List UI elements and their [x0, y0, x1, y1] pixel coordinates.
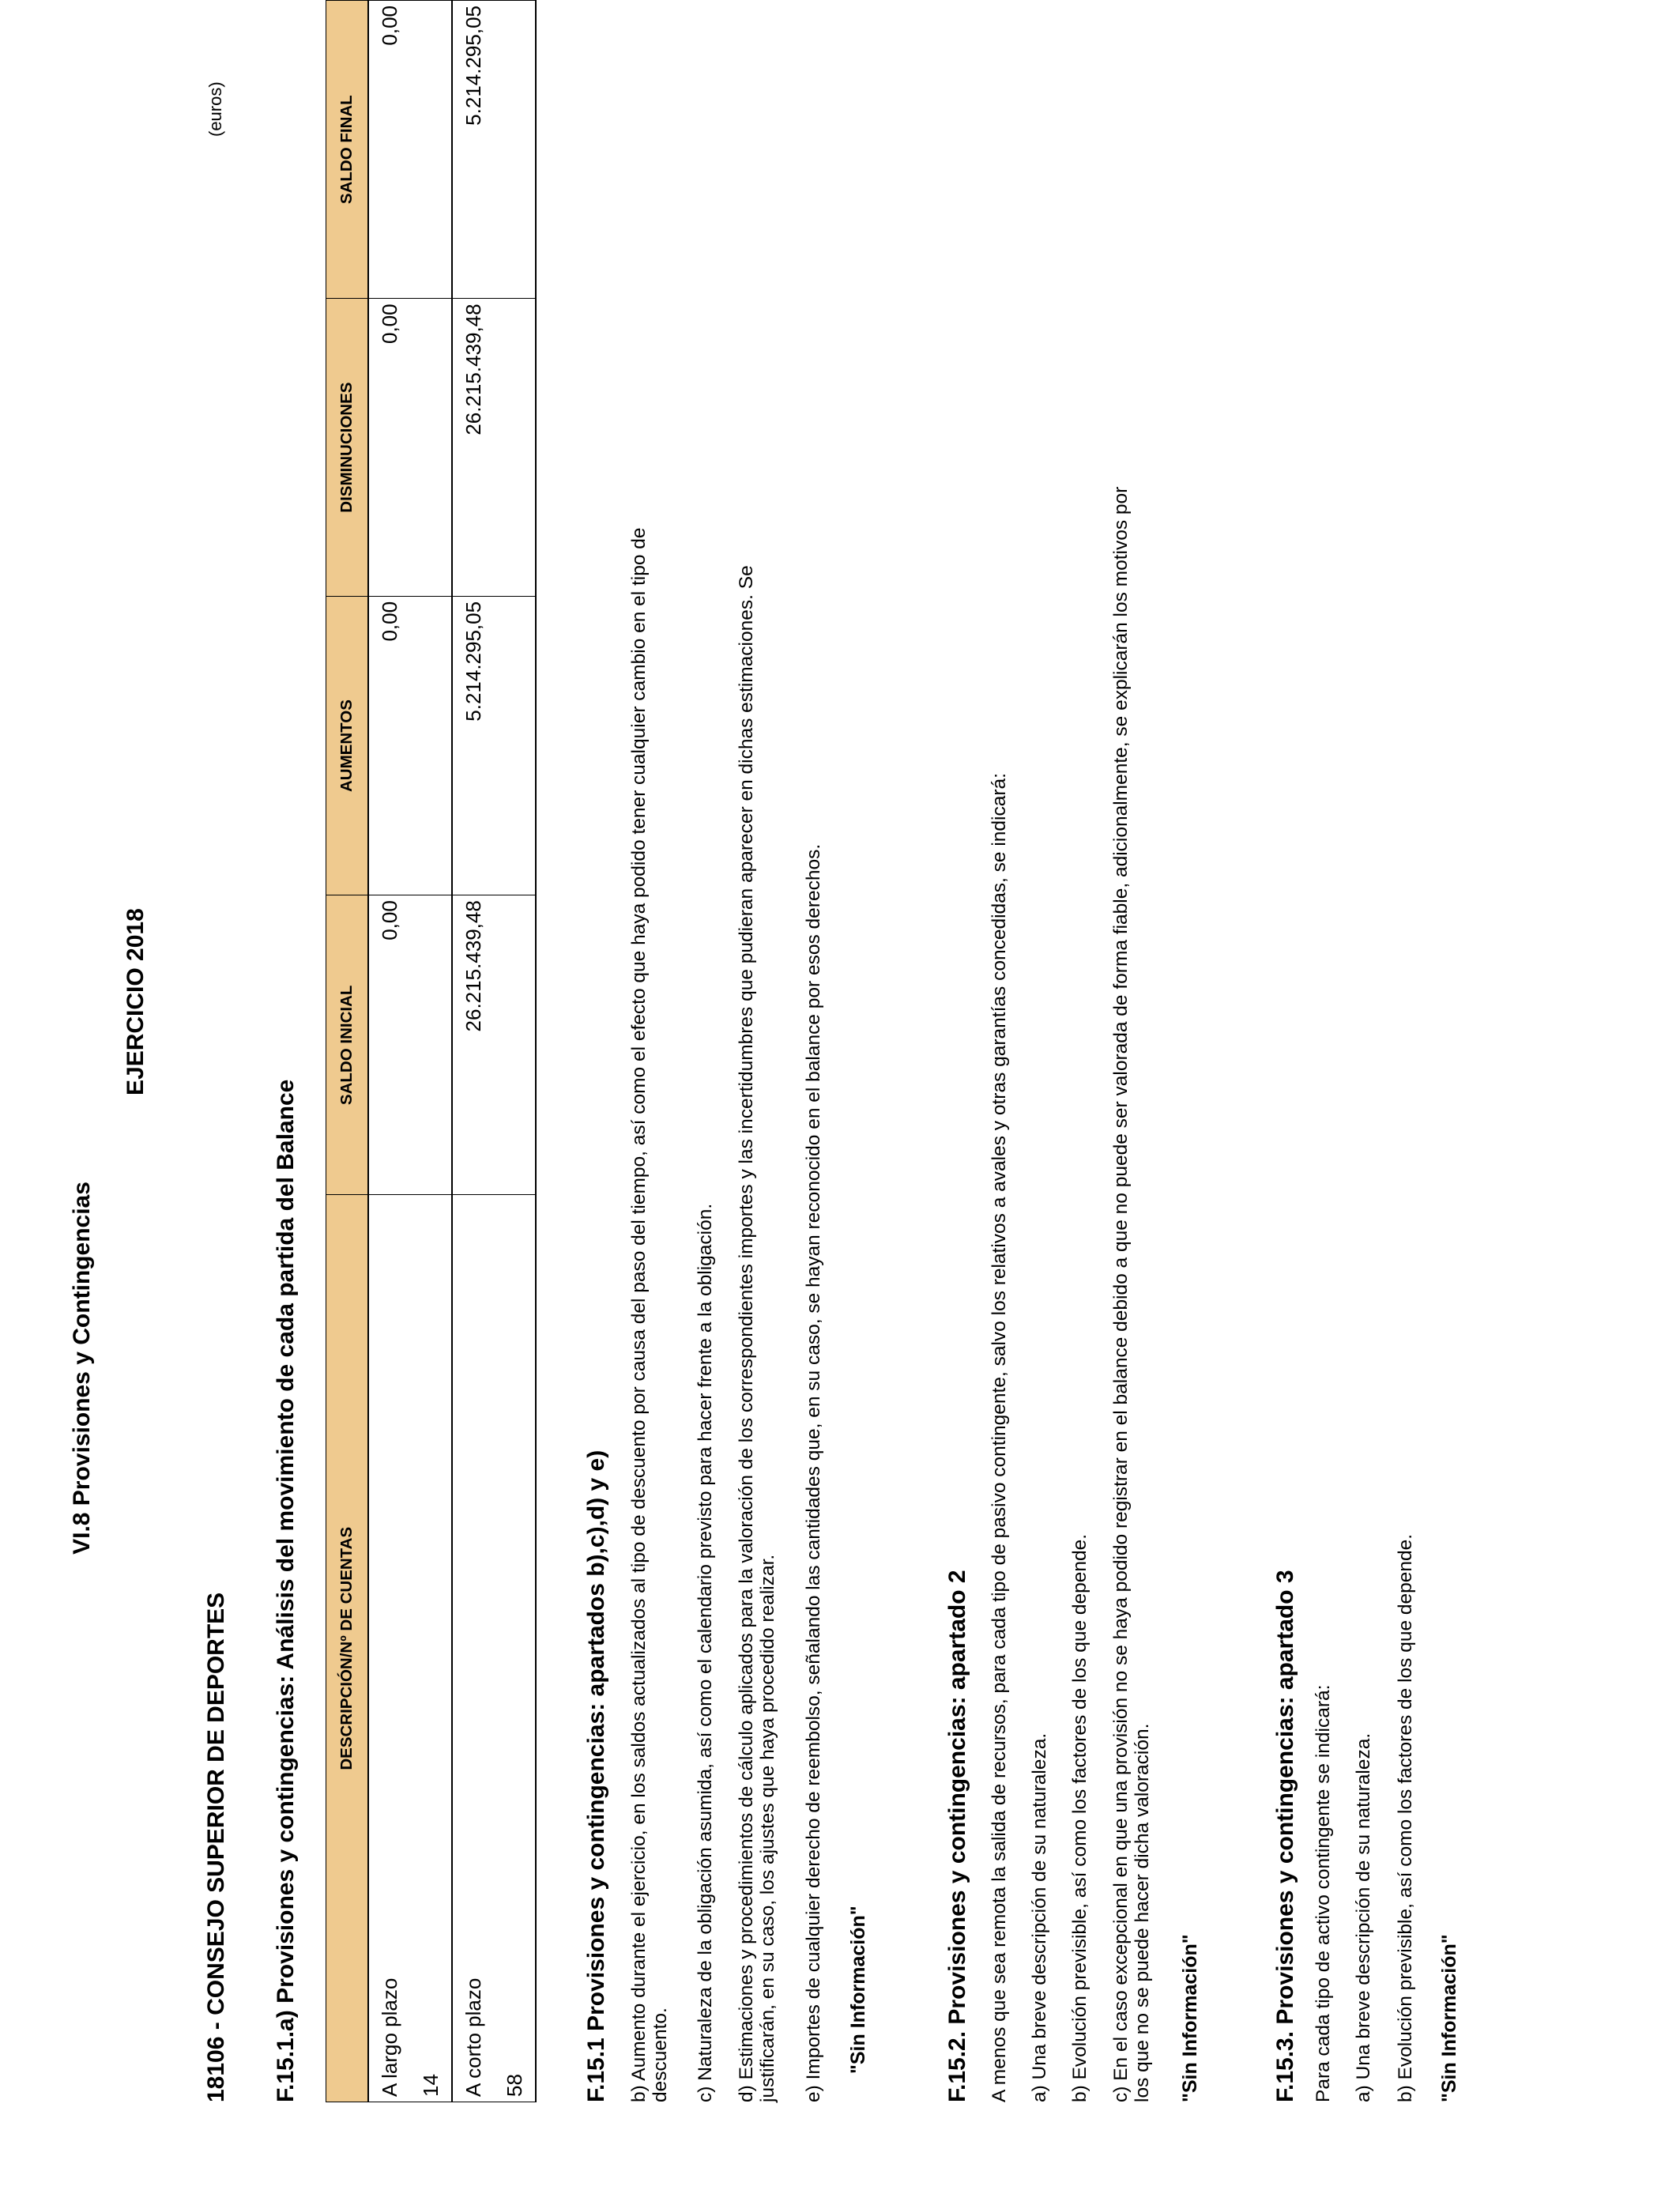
f151-b-line1: b) Aumento durante el ejercicio, en los saldos actualizados al tipo de descuento por causa del paso del tiempo, así como el efecto que haya podido tener cualquier cambio en el tipo de — [628, 527, 650, 2102]
table-row — [368, 1, 410, 2102]
col-descripcion: DESCRIPCIÓN/Nº DE CUENTAS — [326, 1195, 369, 2102]
f151-e: e) Importes de cualquier derecho de reembolso, señalando las cantidades que, en su caso, se hayan reconocido en el balance por esos derechos. — [803, 843, 824, 2102]
f151-d-line1: d) Estimaciones y procedimientos de cálculo aplicados para la valoración de los correspondientes importes y las incertidumbres que pudieran aparecer en dichas estimaciones. Se — [736, 565, 757, 2102]
f153-b: b) Evolución previsible, así como los factores de los que depende. — [1395, 1533, 1416, 2102]
table-section-title: F.15.1.a) Provisiones y contingencias: Análisis del movimiento de cada partida del Balance — [273, 1079, 299, 2102]
row-desc: 14 — [410, 1195, 452, 2102]
table-row — [494, 1, 536, 2102]
f151-b-line2: descuento. — [650, 2007, 671, 2102]
row-saldo-final: 0,00 — [368, 1, 410, 299]
row-aumentos: 0,00 — [368, 596, 410, 895]
f151-d-line2: justificarán, en su caso, los ajustes que haya procedido realizar. — [757, 1554, 778, 2102]
table-header-row — [326, 1, 369, 2102]
table-row — [410, 1, 452, 2102]
f153-intro: Para cada tipo de activo contingente se indicará: — [1313, 1684, 1334, 2102]
provisions-table — [326, 0, 537, 2102]
row-saldo-final: 5.214.295,05 — [452, 1, 494, 299]
col-aumentos: AUMENTOS — [326, 596, 369, 895]
currency-label: (euros) — [205, 81, 225, 137]
f152-sin-info: "Sin Información" — [1179, 1934, 1201, 2102]
table-row — [452, 1, 494, 2102]
entity-name: 18106 - CONSEJO SUPERIOR DE DEPORTES — [203, 1592, 229, 2102]
row-saldo-inicial: 0,00 — [368, 895, 410, 1195]
row-disminuciones: 0,00 — [368, 299, 410, 597]
f152-title: F.15.2. Provisiones y contingencias: apartado 2 — [944, 1570, 970, 2102]
f153-a: a) Una breve descripción de su naturaleza. — [1353, 1732, 1374, 2102]
col-saldo-inicial: SALDO INICIAL — [326, 895, 369, 1195]
f152-c-line1: c) En el caso excepcional en que una provisión no se haya podido registrar en el balance debido a que no puede ser valorada de forma fiable, adicionalmente, se explicarán los motivos por — [1110, 486, 1132, 2102]
f151-title: F.15.1 Provisiones y contingencias: apartados b),c),d) y e) — [583, 1449, 609, 2102]
exercise-title: EJERCICIO 2018 — [122, 908, 149, 1095]
row-saldo-inicial: 26.215.439,48 — [452, 895, 494, 1195]
f153-sin-info: "Sin Información" — [1438, 1934, 1460, 2102]
col-disminuciones: DISMINUCIONES — [326, 299, 369, 597]
row-desc: 58 — [494, 1195, 536, 2102]
f152-c-line2: los que no se puede hacer dicha valoración. — [1132, 1723, 1153, 2102]
f151-c: c) Naturaleza de la obligación asumida, así como el calendario previsto para hacer frente a la obligación. — [695, 1203, 716, 2102]
row-aumentos: 5.214.295,05 — [452, 596, 494, 895]
col-saldo-final: SALDO FINAL — [326, 1, 369, 299]
row-disminuciones: 26.215.439,48 — [452, 299, 494, 597]
f152-intro: A menos que sea remota la salida de recursos, para cada tipo de pasivo contingente, salvo los relativos a avales y otras garantías concedidas, se indicará: — [989, 773, 1010, 2102]
f152-b: b) Evolución previsible, así como los factores de los que depende. — [1069, 1533, 1090, 2102]
row-desc: A largo plazo — [368, 1195, 410, 2102]
page-title: VI.8 Provisiones y Contingencias — [69, 1182, 95, 1555]
f152-a: a) Una breve descripción de su naturaleza. — [1029, 1732, 1050, 2102]
row-desc: A corto plazo — [452, 1195, 494, 2102]
f151-sin-info: "Sin Información" — [847, 1906, 869, 2074]
f153-title: F.15.3. Provisiones y contingencias: apartado 3 — [1272, 1570, 1298, 2102]
